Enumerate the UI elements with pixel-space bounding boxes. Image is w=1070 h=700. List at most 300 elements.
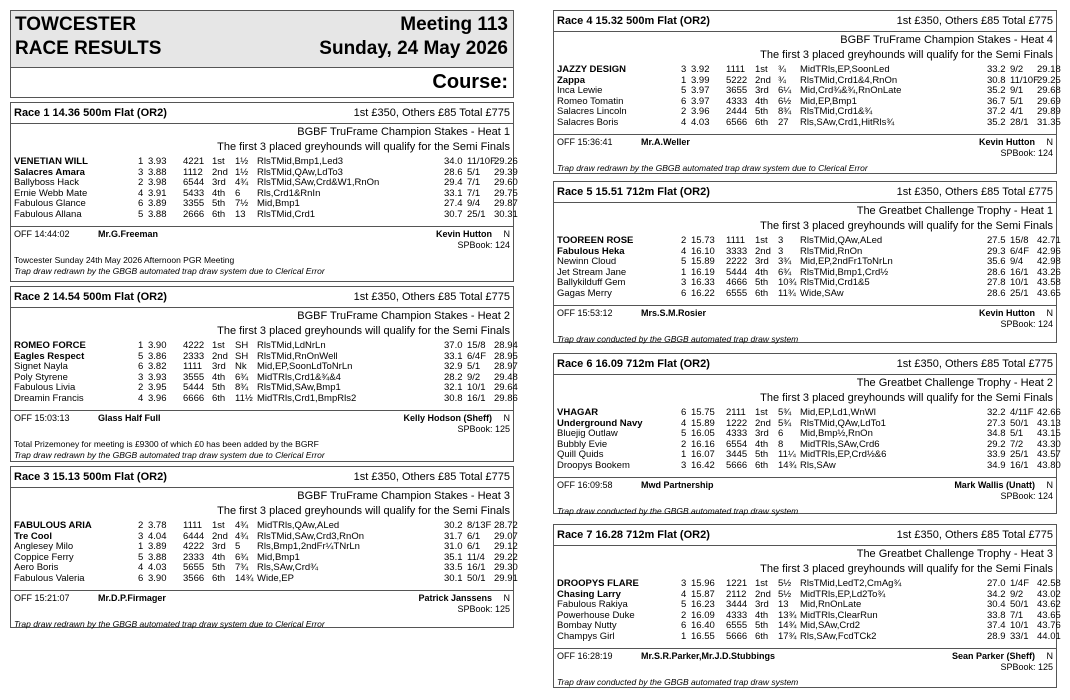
- runner-name: Dreamin Francis: [14, 392, 84, 404]
- runner-name: Quill Quids: [557, 449, 604, 460]
- runner-rmk: MidTRls,EP,SoonLed: [800, 64, 890, 75]
- runner-sp: 10/1: [1010, 277, 1029, 288]
- runner-rmk: RlsTMid,Crd1&¾: [800, 106, 873, 117]
- runner-sp: 7/1: [467, 177, 481, 188]
- runner-btn: 13: [778, 599, 789, 610]
- race-off-row: [14, 229, 510, 240]
- runner-name: Fabulous Heka: [557, 245, 625, 257]
- runner-trap: 5: [681, 599, 687, 610]
- runner-sp: 9/2: [467, 371, 481, 383]
- race-prize: 1st £350, Others £85 Total £775: [353, 107, 510, 119]
- runner-trap: 5: [138, 551, 144, 563]
- runner-time: 15.89: [691, 256, 715, 267]
- race-note: Total Prizemoney for meeting is £9300 of which £0 has been added by the BGRF: [14, 439, 319, 449]
- runner-name: Ballyboss Hack: [14, 177, 79, 188]
- race-card: [553, 181, 1061, 344]
- runner-name: Fabulous Glance: [14, 198, 86, 209]
- race-flag: N: [503, 593, 510, 603]
- runner-trap: 1: [681, 74, 687, 86]
- runner-time: 3.99: [691, 74, 710, 86]
- runner-table: [14, 156, 518, 220]
- race-prize: 1st £350, Others £85 Total £775: [896, 529, 1053, 541]
- runner-pos: 3rd: [755, 256, 769, 267]
- runner-btn: 17¾: [778, 630, 797, 642]
- runner-wt: 34.0: [444, 156, 463, 167]
- runner-name: Coppice Ferry: [14, 551, 74, 563]
- runner-time: 3.88: [148, 208, 167, 220]
- runner-name: Fabulous Livia: [14, 382, 76, 393]
- runner-pos: 1st: [212, 520, 225, 531]
- runner-wt: 28.6: [987, 266, 1006, 278]
- runner-name: Fabulous Allana: [14, 208, 82, 220]
- runner-btn: 6: [235, 187, 241, 199]
- runner-sect: 6666: [183, 392, 205, 404]
- runner-btn: 6½: [778, 95, 792, 107]
- runner-rmk: RlsTMid,Crd1: [257, 208, 316, 220]
- runner-pos: 4th: [212, 551, 226, 563]
- runner-btn: 10¾: [778, 277, 797, 288]
- runner-wt: 30.7: [444, 208, 463, 220]
- runner-wt: 33.8: [987, 609, 1006, 621]
- runner-cal: 43.02: [1037, 588, 1061, 600]
- runner-pos: 6th: [755, 116, 769, 128]
- runner-rmk: MidTRls,ClearRun: [800, 609, 878, 621]
- runner-rmk: Mid,EP,2ndFr1ToNrLn: [800, 256, 893, 267]
- runner-sect: 3333: [726, 245, 748, 257]
- runner-sp: 9/2: [1010, 588, 1024, 600]
- runner-sp: 6/4F: [467, 350, 487, 362]
- runner-sect: 6554: [726, 438, 748, 450]
- race-qualification: The first 3 placed greyhounds will qualify for the Semi Finals: [760, 563, 1053, 575]
- race-off-row: [557, 308, 1053, 319]
- runner-name: Powerhouse Duke: [557, 609, 635, 621]
- runner-btn: 14¾: [235, 572, 254, 584]
- runner-btn: 11¾: [778, 287, 796, 299]
- runner-cal: 43.15: [1037, 428, 1061, 439]
- divider: [11, 410, 513, 411]
- runner-btn: 13: [235, 208, 246, 220]
- runner-cal: 28.95: [494, 350, 518, 362]
- runner-trap: 1: [681, 449, 687, 460]
- runner-name: DROOPYS FLARE: [557, 578, 639, 589]
- runner-row: [557, 459, 1061, 472]
- runner-pos: 6th: [212, 208, 226, 220]
- runner-sect: 3555: [183, 371, 205, 383]
- runner-sect: 1221: [726, 578, 748, 589]
- divider: [11, 590, 513, 591]
- runner-wt: 30.8: [444, 392, 463, 404]
- runner-trap: 1: [138, 156, 144, 167]
- race-off-row: [557, 137, 1053, 148]
- runner-name: Bluejig Outlaw: [557, 428, 618, 439]
- runner-row: [14, 520, 518, 532]
- runner-pos: 5th: [212, 562, 226, 573]
- runner-cal: 43.30: [1037, 438, 1061, 450]
- off-time: OFF 15:03:13: [14, 413, 70, 423]
- race-event-name: The Greatbet Challenge Trophy - Heat 3: [856, 548, 1053, 560]
- runner-pos: 1st: [212, 340, 225, 351]
- runner-name: Aero Boris: [14, 562, 59, 573]
- runner-sect: 2333: [183, 551, 205, 563]
- race-note: Towcester Sunday 24th May 2026 Afternoon PGR Meeting: [14, 255, 235, 265]
- runner-wt: 33.1: [444, 187, 463, 199]
- runner-btn: ¾: [778, 64, 786, 75]
- runner-table: [14, 520, 518, 584]
- race-event-name: BGBF TruFrame Champion Stakes - Heat 1: [297, 126, 510, 138]
- owner-name: Mwd Partnership: [641, 480, 714, 490]
- runner-wt: 30.2: [444, 520, 463, 531]
- runner-sect: 4666: [726, 277, 748, 288]
- race-title: Race 3 15.13 500m Flat (OR2): [14, 471, 167, 483]
- runner-cal: 43.26: [1037, 266, 1061, 278]
- runner-table: [557, 235, 1061, 299]
- race-note: Trap draw conducted by the GBGB automated trap draw system: [557, 506, 799, 516]
- divider: [554, 374, 1056, 375]
- runner-cal: 29.75: [494, 187, 518, 199]
- runner-name: Tre Cool: [14, 530, 53, 542]
- runner-name: Bubbly Evie: [557, 438, 608, 450]
- divider: [554, 202, 1056, 203]
- runner-row: [557, 64, 1061, 76]
- runner-time: 16.33: [691, 277, 715, 288]
- race-qualification: The first 3 placed greyhounds will qualify for the Semi Finals: [217, 505, 510, 517]
- runner-rmk: RlsTMid,RnOn: [800, 245, 863, 257]
- runner-name: Eagles Respect: [14, 350, 85, 362]
- runner-btn: Nk: [235, 361, 247, 372]
- runner-trap: 2: [138, 520, 144, 531]
- runner-sect: 6566: [726, 116, 748, 128]
- race-flag: N: [1046, 137, 1053, 147]
- runner-row: [557, 620, 1061, 632]
- runner-sect: 5444: [726, 266, 748, 278]
- runner-cal: 42.96: [1037, 245, 1061, 257]
- trainer-name: Mark Wallis (Unatt): [954, 480, 1035, 490]
- divider: [11, 226, 513, 227]
- runner-time: 3.90: [148, 572, 167, 584]
- runner-sect: 4222: [183, 340, 205, 351]
- runner-row: [14, 208, 518, 221]
- runner-sect: 2333: [183, 350, 205, 362]
- runner-sp: 10/1: [467, 382, 486, 393]
- runner-sp: 6/1: [467, 541, 481, 552]
- runner-row: [14, 340, 518, 352]
- runner-pos: 4th: [755, 95, 769, 107]
- runner-cal: 43.62: [1037, 599, 1061, 610]
- runner-sect: 6544: [183, 177, 205, 188]
- race-note: Trap draw conducted by the GBGB automated trap draw system: [557, 677, 799, 687]
- trainer-name: Patrick Janssens: [418, 593, 492, 603]
- runner-btn: 14¾: [778, 459, 797, 471]
- runner-sect: 4333: [726, 95, 748, 107]
- race-title: Race 2 14.54 500m Flat (OR2): [14, 291, 167, 303]
- runner-wt: 31.7: [444, 530, 463, 542]
- runner-trap: 1: [681, 630, 687, 642]
- runner-sect: 5444: [183, 382, 205, 393]
- runner-btn: 3¾: [778, 256, 792, 267]
- runner-trap: 3: [138, 371, 144, 383]
- runner-sp: 25/1: [1010, 287, 1029, 299]
- runner-sp: 16/1: [1010, 459, 1029, 471]
- sp-book: SPBook: 124: [1000, 490, 1053, 501]
- runner-pos: 6th: [755, 630, 769, 642]
- race-card: [10, 102, 518, 282]
- runner-sp: 1/4F: [1010, 578, 1030, 589]
- runner-table: [14, 340, 518, 404]
- runner-sp: 5/1: [467, 361, 481, 372]
- divider: [554, 134, 1056, 135]
- owner-name: Mr.A.Weller: [641, 137, 690, 147]
- divider: [554, 545, 1056, 546]
- runner-wt: 33.2: [987, 64, 1006, 75]
- runner-row: [14, 541, 518, 553]
- runner-row: [557, 235, 1061, 247]
- runner-row: [14, 156, 518, 168]
- runner-rmk: Mid,Bmp1: [257, 198, 300, 209]
- runner-time: 3.93: [148, 371, 167, 383]
- runner-name: Underground Navy: [557, 417, 643, 429]
- runner-cal: 31.35: [1037, 116, 1061, 128]
- runner-btn: 3: [778, 235, 784, 246]
- race-title: Race 6 16.09 712m Flat (OR2): [557, 358, 710, 370]
- race-off-row: [14, 593, 510, 604]
- runner-cal: 43.80: [1037, 459, 1061, 471]
- race-note: Trap draw redrawn by the GBGB automated trap draw system due to Clerical Error: [14, 450, 325, 460]
- runner-time: 15.87: [691, 588, 715, 600]
- race-note: Trap draw redrawn by the GBGB automated trap draw system due to Clerical Error: [14, 619, 325, 629]
- runner-row: [14, 198, 518, 210]
- runner-time: 3.96: [148, 392, 167, 404]
- runner-cal: 29.87: [494, 198, 518, 209]
- runner-time: 3.95: [148, 382, 167, 393]
- runner-sp: 50/1: [1010, 417, 1029, 429]
- off-time: OFF 16:09:58: [557, 480, 613, 490]
- runner-time: 16.10: [691, 245, 715, 257]
- runner-row: [557, 407, 1061, 419]
- runner-btn: 6¼: [778, 85, 792, 96]
- runner-cal: 42.71: [1037, 235, 1061, 246]
- race-topline: [557, 15, 1053, 29]
- runner-row: [14, 382, 518, 394]
- runner-name: Salacres Boris: [557, 116, 619, 128]
- runner-sp: 50/1: [467, 572, 486, 584]
- runner-rmk: RlsTMid,Bmp1,Crd½: [800, 266, 889, 278]
- race-qualification: The first 3 placed greyhounds will qualify for the Semi Finals: [760, 49, 1053, 61]
- runner-pos: 2nd: [755, 74, 771, 86]
- runner-sp: 33/1: [1010, 630, 1029, 642]
- runner-cal: 42.98: [1037, 256, 1061, 267]
- sp-book: SPBook: 125: [457, 423, 510, 434]
- race-title: Race 7 16.28 712m Flat (OR2): [557, 529, 710, 541]
- runner-btn: 5½: [778, 588, 792, 600]
- runner-pos: 5th: [755, 277, 769, 288]
- runner-sp: 11/4: [467, 551, 485, 563]
- trainer-name: Kevin Hutton: [979, 137, 1035, 147]
- runner-trap: 6: [138, 198, 144, 209]
- runner-name: ROMEO FORCE: [14, 340, 86, 351]
- runner-wt: 37.2: [987, 106, 1006, 117]
- trainer-name: Kevin Hutton: [436, 229, 492, 239]
- runner-cal: 29.89: [1037, 106, 1061, 117]
- runner-rmk: Rls,SAw,FcdTCk2: [800, 630, 877, 642]
- runner-pos: 6th: [755, 459, 769, 471]
- race-prize: 1st £350, Others £85 Total £775: [896, 15, 1053, 27]
- runner-cal: 29.69: [1037, 95, 1061, 107]
- trainer-name: Kelly Hodson (Sheff): [403, 413, 492, 423]
- race-prize: 1st £350, Others £85 Total £775: [896, 358, 1053, 370]
- runner-cal: 29.64: [494, 382, 518, 393]
- race-topline: [14, 291, 510, 305]
- runner-wt: 27.3: [987, 417, 1006, 429]
- runner-sp: 9/4: [1010, 256, 1024, 267]
- runner-sect: 1111: [726, 235, 746, 246]
- race-card: [553, 524, 1061, 688]
- runner-trap: 5: [681, 428, 687, 439]
- sp-book: SPBook: 124: [1000, 147, 1053, 158]
- runner-trap: 4: [138, 392, 144, 404]
- runner-trap: 1: [138, 340, 144, 351]
- runner-pos: 3rd: [755, 428, 769, 439]
- divider: [11, 307, 513, 308]
- runner-pos: 2nd: [212, 166, 228, 178]
- race-topline: [14, 471, 510, 485]
- runner-row: [14, 392, 518, 405]
- runner-row: [14, 572, 518, 585]
- race-note: Trap draw conducted by the GBGB automated trap draw system: [557, 334, 799, 344]
- runner-cal: 29.48: [494, 371, 518, 383]
- runner-trap: 3: [681, 64, 687, 75]
- runner-rmk: Mid,EP,SoonLdToNrLn: [257, 361, 353, 372]
- runner-sect: 3444: [726, 599, 748, 610]
- race-card: [10, 466, 518, 629]
- runner-row: [14, 177, 518, 189]
- runner-time: 16.55: [691, 630, 715, 642]
- runner-table: [557, 578, 1061, 642]
- race-title: Race 5 15.51 712m Flat (OR2): [557, 186, 710, 198]
- runner-sp: 5/1: [1010, 428, 1024, 439]
- runner-time: 15.73: [691, 235, 715, 246]
- runner-rmk: RlsTMid,QAw,LdTo1: [800, 417, 886, 429]
- runner-rmk: Mid,Bmp½,RnOn: [800, 428, 873, 439]
- race-note: Trap draw redrawn by the GBGB automated trap draw system due to Clerical Error: [14, 266, 325, 276]
- runner-time: 16.07: [691, 449, 715, 460]
- runner-name: Romeo Tomatin: [557, 95, 624, 107]
- runner-cal: 42.66: [1037, 407, 1061, 418]
- runner-trap: 4: [138, 187, 144, 199]
- runner-wt: 37.4: [987, 620, 1006, 631]
- race-prize: 1st £350, Others £85 Total £775: [896, 186, 1053, 198]
- runner-wt: 34.2: [987, 588, 1006, 600]
- runner-rmk: MidTRls,QAw,ALed: [257, 520, 340, 531]
- runner-row: [557, 277, 1061, 289]
- runner-time: 15.89: [691, 417, 715, 429]
- runner-row: [14, 361, 518, 373]
- divider: [554, 305, 1056, 306]
- runner-cal: 29.22: [494, 551, 518, 563]
- runner-btn: 4¾: [235, 520, 249, 531]
- race-qualification: The first 3 placed greyhounds will qualify for the Semi Finals: [760, 220, 1053, 232]
- runner-cal: 29.18: [1037, 64, 1061, 75]
- trainer-name: Sean Parker (Sheff): [951, 651, 1035, 661]
- runner-rmk: RlsTMid,LedT2,CmAg¾: [800, 578, 902, 589]
- runner-wt: 28.9: [987, 630, 1006, 642]
- runner-sp: 9/2: [1010, 64, 1024, 75]
- runner-time: 3.97: [691, 95, 710, 107]
- race-off-row: [14, 413, 510, 424]
- runner-trap: 6: [681, 620, 687, 631]
- runner-trap: 2: [138, 177, 144, 188]
- runner-row: [557, 630, 1061, 643]
- runner-btn: 13¾: [778, 609, 797, 621]
- race-topline: [14, 107, 510, 121]
- runner-sect: 5655: [183, 562, 205, 573]
- runner-trap: 2: [681, 438, 687, 450]
- runner-rmk: RlsTMid,LdNrLn: [257, 340, 326, 351]
- runner-sp: 7/1: [1010, 609, 1024, 621]
- runner-name: Champys Girl: [557, 630, 615, 642]
- runner-cal: 28.94: [494, 340, 518, 351]
- runner-btn: 5¾: [778, 407, 792, 418]
- race-flag: N: [1046, 480, 1053, 490]
- runner-pos: 4th: [755, 609, 769, 621]
- runner-pos: 4th: [212, 187, 226, 199]
- runner-sp: 11/10F: [467, 156, 496, 167]
- runner-sect: 5222: [726, 74, 748, 86]
- runner-rmk: MidTRls,SAw,Crd6: [800, 438, 880, 450]
- runner-name: Fabulous Rakiya: [557, 599, 628, 610]
- runner-table: [557, 64, 1061, 128]
- runner-trap: 4: [681, 417, 687, 429]
- runner-sp: 6/1: [467, 530, 481, 542]
- meeting-number: Meeting 113: [400, 14, 508, 35]
- runner-time: 4.03: [691, 116, 710, 128]
- runner-sect: 2112: [726, 588, 747, 600]
- runner-time: 16.23: [691, 599, 715, 610]
- runner-trap: 4: [138, 562, 144, 573]
- runner-wt: 34.9: [987, 459, 1006, 471]
- runner-name: Ballykilduff Gem: [557, 277, 626, 288]
- runner-sect: 2222: [726, 256, 748, 267]
- runner-sect: 3655: [726, 85, 748, 96]
- runner-trap: 5: [138, 350, 144, 362]
- course-bar: [10, 68, 514, 98]
- results-header: [10, 10, 514, 68]
- runner-name: JAZZY DESIGN: [557, 64, 626, 75]
- runner-btn: 5½: [778, 578, 792, 589]
- runner-time: 16.19: [691, 266, 715, 278]
- runner-time: 3.93: [148, 156, 167, 167]
- race-topline: [557, 529, 1053, 543]
- runner-wt: 29.2: [987, 438, 1006, 450]
- runner-btn: SH: [235, 350, 249, 362]
- runner-wt: 30.8: [987, 74, 1006, 86]
- runner-wt: 30.4: [987, 599, 1006, 610]
- race-flag: N: [1046, 651, 1053, 661]
- runner-wt: 32.2: [987, 407, 1006, 418]
- owner-name: Mrs.S.M.Rosier: [641, 308, 707, 318]
- runner-name: VENETIAN WILL: [14, 156, 88, 167]
- runner-sp: 28/1: [1010, 116, 1029, 128]
- runner-name: TOOREEN ROSE: [557, 235, 634, 246]
- runner-rmk: RlsTMid,SAw,Crd&W1,RnOn: [257, 177, 380, 188]
- runner-name: Chasing Larry: [557, 588, 621, 600]
- runner-wt: 32.9: [444, 361, 463, 372]
- runner-sp: 16/1: [1010, 266, 1029, 278]
- runner-time: 3.89: [148, 198, 167, 209]
- runner-trap: 6: [138, 361, 144, 372]
- race-note: Trap draw redrawn by the GBGB automated trap draw system due to Clerical Error: [557, 163, 868, 173]
- runner-sp: 4/1: [1010, 106, 1024, 117]
- runner-name: Droopys Bookem: [557, 459, 630, 471]
